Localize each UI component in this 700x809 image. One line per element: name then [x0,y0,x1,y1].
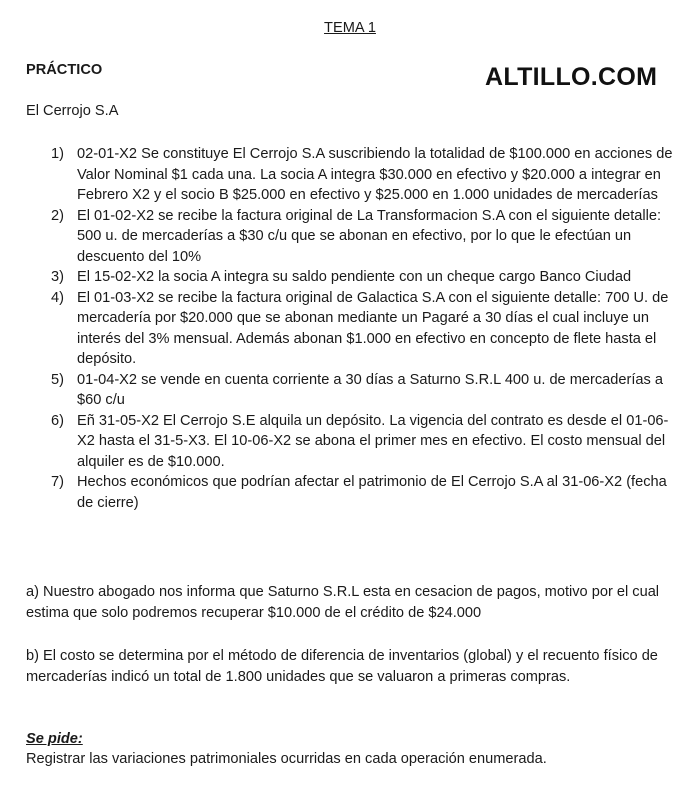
list-item [26,206,686,268]
item-number: 7) [51,474,64,490]
item-text: 01-04-X2 se vende en cuenta corriente a 30 días a Saturno S.R.L 400 u. de mercaderías a $60 c/u [77,371,664,408]
document-title: TEMA 1 [324,20,376,36]
item-text: El 15-02-X2 la socia A integra su saldo pendiente con un cheque cargo Banco Ciudad [77,269,632,285]
item-number: 6) [51,412,64,429]
item-number: 1) [51,146,64,162]
item-text: Hechos económicos que podrían afectar el patrimonio de El Cerrojo S.A al 31-06-X2 (fecha de cierre) [77,474,667,511]
note-b: b) El costo se determina por el método de diferencia de inventarios (global) y el recuento físico de mercaderías indicó un total de 1.800 unidades que se valuaron a primeras compras. [26,648,658,685]
item-text: El 01-03-X2 se recibe la factura original de Galactica S.A con el siguiente detalle: 700 U. de mercadería por $20.000 que se abonan mediante un Pagaré a 30 días el cual incluye un interés del 3% mensual. Además abonan $1.000 en efectivo en concepto de flete hasta el depósito. [77,289,669,367]
note-a: a) Nuestro abogado nos informa que Saturno S.R.L esta en cesacion de pagos, motivo por el cual estima que solo podremos recuperar $10.000 de el crédito de $24.000 [26,584,660,621]
list-item [26,267,686,288]
item-text: 02-01-X2 Se constituye El Cerrojo S.A suscribiendo la totalidad de $100.000 en acciones de Valor Nominal $1 cada una. La socia A integra $30.000 en efectivo y $20.000 a integrar en Febrero X2 y el socio B $25.000 en efectivo y $25.000 en 1.000 unidades de mercaderías [77,146,673,203]
item-number: 5) [51,371,64,388]
item-text: Eñ 31-05-X2 El Cerrojo S.E alquila un depósito. La vigencia del contrato es desde el 01-06-X2 hasta el 31-5-X3. El 10-06-X2 se abona el primer mes en efectivo. El costo mensual del alquiler es de $10.000. [77,412,669,470]
list-item [26,144,686,206]
list-item [26,288,686,370]
list-item [26,370,686,411]
task-text: Registrar las variaciones patrimoniales ocurridas en cada operación enumerada. [26,751,547,767]
section-heading: PRÁCTICO [26,62,103,78]
item-number: 3) [51,269,64,285]
site-watermark: ALTILLO.COM [485,63,658,91]
company-name: El Cerrojo S.A [26,103,119,119]
operations-list [26,144,686,513]
task-heading: Se pide: [26,731,83,747]
item-number: 2) [51,207,64,224]
list-item [26,472,686,513]
item-number: 4) [51,289,64,306]
list-item [26,411,686,473]
item-text: El 01-02-X2 se recibe la factura original de La Transformacion S.A con el siguiente detalle: 500 u. de mercaderías a $30 c/u que se abonan en efectivo, por lo que le efectúan un descuento del 10% [77,207,662,265]
